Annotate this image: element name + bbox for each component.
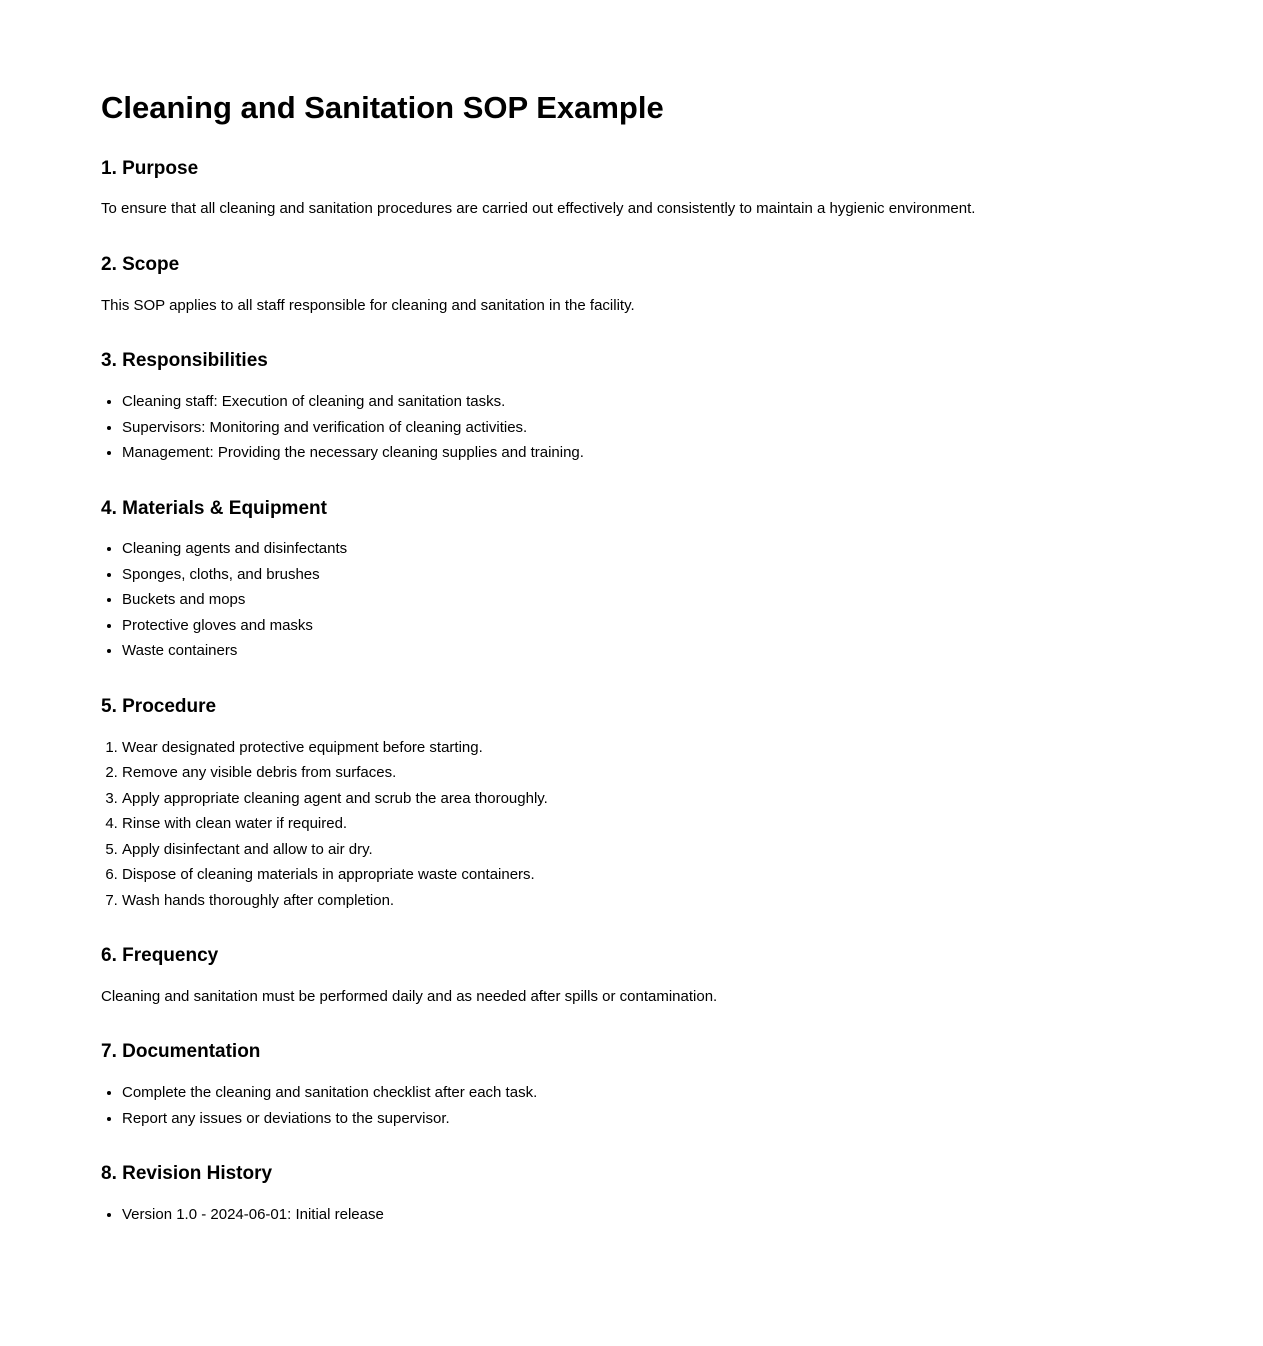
list-item: • Complete the cleaning and sanitation checklist after each task. (122, 1080, 1163, 1106)
list-item: • Cleaning agents and disinfectants (122, 536, 1163, 562)
documentation-list (101, 1080, 1163, 1131)
list-item: • Protective gloves and masks (122, 613, 1163, 639)
section-heading-scope: 2. Scope (101, 253, 180, 275)
procedure-step: 7. Wash hands thoroughly after completion. (122, 888, 1163, 914)
list-item: • Cleaning staff: Execution of cleaning and sanitation tasks. (122, 389, 1163, 415)
list-item: • Version 1.0 - 2024-06-01: Initial release (122, 1202, 1163, 1228)
section-heading-purpose: 1. Purpose (101, 157, 199, 179)
list-item: • Buckets and mops (122, 587, 1163, 613)
responsibilities-list (101, 389, 1163, 466)
materials-equipment-list (101, 536, 1163, 664)
paragraph-scope: This SOP applies to all staff responsible for cleaning and sanitation in the facility. (101, 296, 635, 314)
section-heading-procedure: 5. Procedure (101, 695, 217, 717)
page-title: Cleaning and Sanitation SOP Example (101, 90, 664, 125)
section-heading-revision-history: 8. Revision History (101, 1163, 273, 1185)
section-heading-frequency: 6. Frequency (101, 945, 219, 967)
procedure-step: 1. Wear designated protective equipment before starting. (122, 735, 1163, 761)
section-heading-responsibilities: 3. Responsibilities (101, 350, 268, 372)
procedure-step: 3. Apply appropriate cleaning agent and scrub the area thoroughly. (122, 786, 1163, 812)
list-item: • Report any issues or deviations to the supervisor. (122, 1106, 1163, 1132)
procedure-steps-list (101, 735, 1163, 914)
list-item: • Management: Providing the necessary cleaning supplies and training. (122, 440, 1163, 466)
section-heading-documentation: 7. Documentation (101, 1041, 261, 1063)
list-item: • Supervisors: Monitoring and verification of cleaning activities. (122, 415, 1163, 441)
list-item: • Waste containers (122, 638, 1163, 664)
list-item: • Sponges, cloths, and brushes (122, 562, 1163, 588)
section-heading-materials-equipment: 4. Materials & Equipment (101, 497, 327, 519)
revision-history-list (101, 1202, 1163, 1228)
procedure-step: 5. Apply disinfectant and allow to air dry. (122, 837, 1163, 863)
paragraph-frequency: Cleaning and sanitation must be performed daily and as needed after spills or contamination. (101, 987, 718, 1005)
procedure-step: 2. Remove any visible debris from surfaces. (122, 760, 1163, 786)
procedure-step: 6. Dispose of cleaning materials in appropriate waste containers. (122, 862, 1163, 888)
procedure-step: 4. Rinse with clean water if required. (122, 811, 1163, 837)
paragraph-purpose: To ensure that all cleaning and sanitation procedures are carried out effectively and consistently to maintain a hygienic environment. (101, 200, 976, 218)
